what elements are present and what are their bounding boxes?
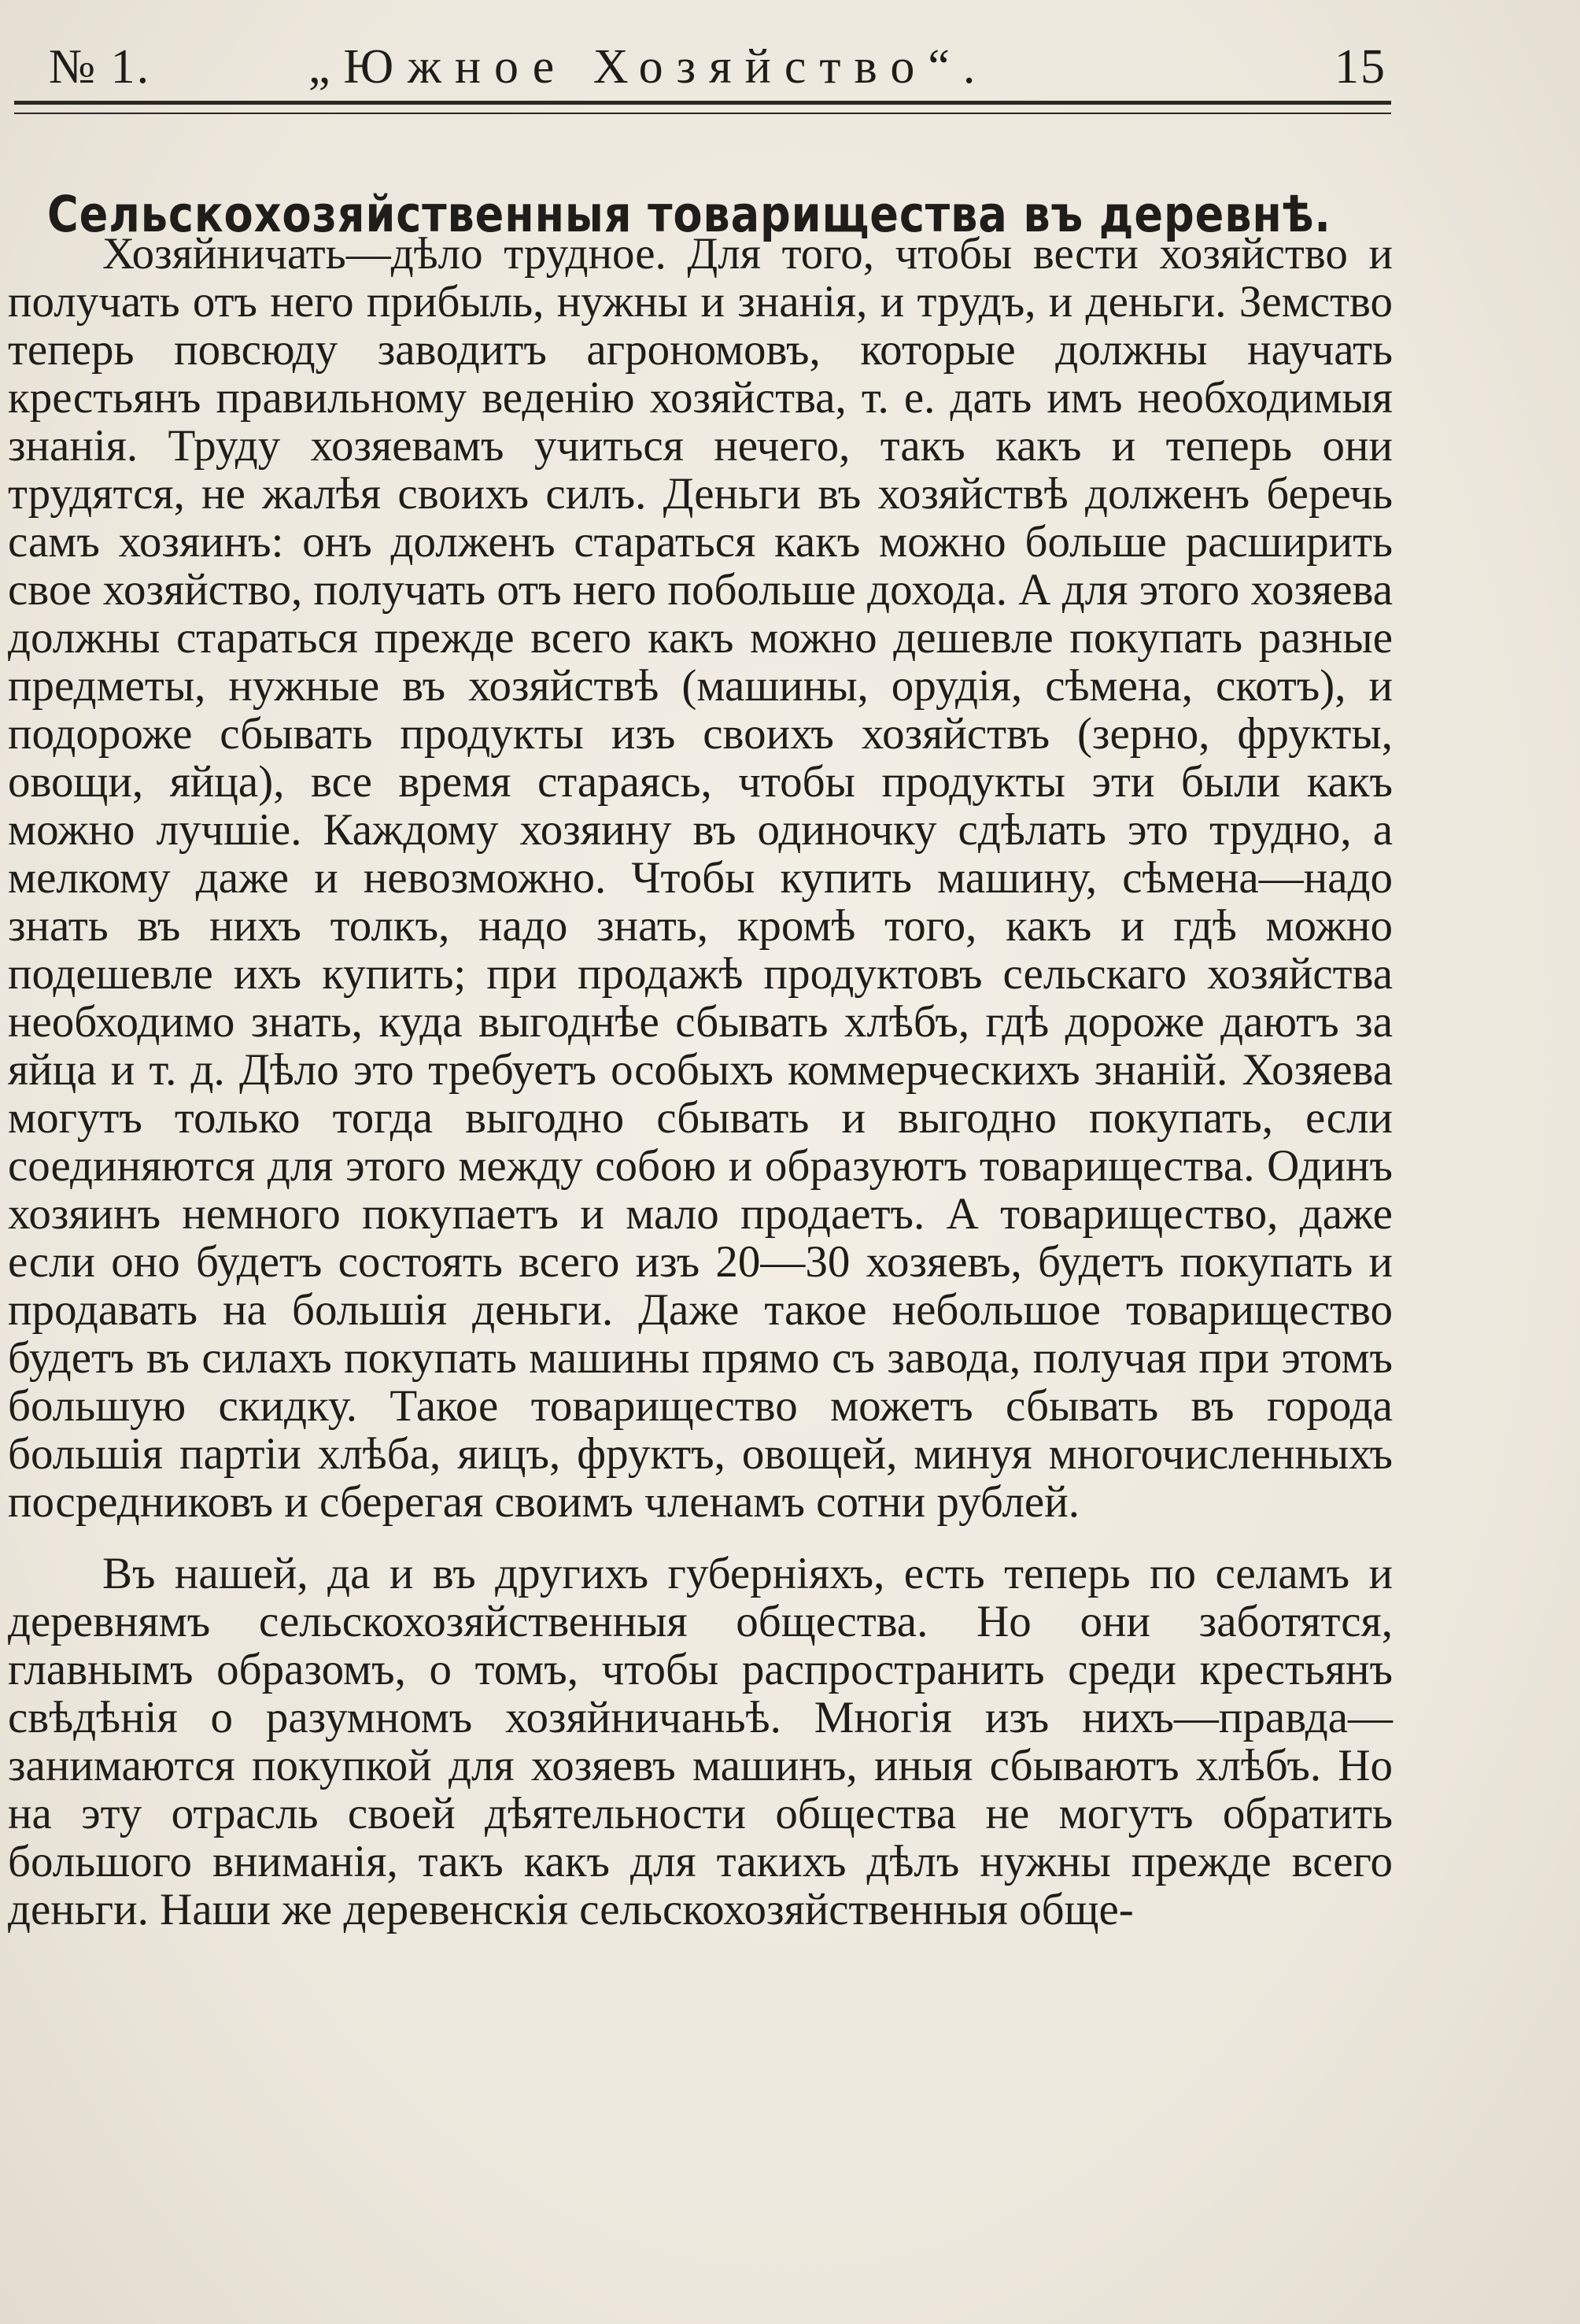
issue-number: № 1.: [49, 40, 151, 94]
paragraph-2: Въ нашей, да и въ другихъ губерніяхъ, есть теперь по селамъ и деревнямъ сельскохозяйственныя общества. Но они заботятся, главнымъ образомъ, о томъ, чтобы распространить среди крестьянъ свѣдѣнія о разумномъ хозяйничаньѣ. Многія изъ нихъ—правда—занимаются покупкой для хозяевъ машинъ, иныя сбываютъ хлѣбъ. Но на эту отрасль своей дѣятельности общества не могутъ обратить большого вниманія, такъ какъ для такихъ дѣлъ нужны прежде всего деньги. Наши же деревенскія сельскохозяйственныя обще-: [8, 1549, 1393, 1934]
article-body: [8, 230, 1393, 1934]
running-head: [49, 33, 1386, 101]
header-rule-thin: [14, 113, 1391, 114]
paragraph-1: Хозяйничать—дѣло трудное. Для того, чтобы вести хозяйство и получать отъ него прибыль, нужны и знанія, и трудъ, и деньги. Земство теперь повсюду заводитъ агрономовъ, которые должны научать крестьянъ правильному веденію хозяйства, т. е. дать имъ необходимыя знанія. Труду хозяевамъ учиться нечего, такъ какъ и теперь они трудятся, не жалѣя своихъ силъ. Деньги въ хозяйствѣ долженъ беречь самъ хозяинъ: онъ долженъ стараться какъ можно больше расширить свое хозяйство, получать отъ него побольше дохода. А для этого хозяева должны стараться прежде всего какъ можно дешевле покупать разные предметы, нужные въ хозяйствѣ (машины, орудія, сѣмена, скотъ), и подороже сбывать продукты изъ своихъ хозяйствъ (зерно, фрукты, овощи, яйца), все время стараясь, чтобы продукты эти были какъ можно лучшіе. Каждому хозяину въ одиночку сдѣлать это трудно, а мелкому даже и невозможно. Чтобы купить машину, сѣмена—надо знать въ нихъ толкъ, надо знать, кромѣ того, какъ и гдѣ можно подешевле ихъ купить; при продажѣ продуктовъ сельскаго хозяйства необходимо знать, куда выгоднѣе сбывать хлѣбъ, гдѣ дороже даютъ за яйца и т. д. Дѣло это требуетъ особыхъ коммерческихъ знаній. Хозяева могутъ только тогда выгодно сбывать и выгодно покупать, если соединяются для этого между собою и образуютъ товарищества. Одинъ хозяинъ немного покупаетъ и мало продаетъ. А товарищество, даже если оно будетъ состоять всего изъ 20—30 хозяевъ, будетъ покупать и продавать на большія деньги. Даже такое небольшое товарищество будетъ въ силахъ покупать машины прямо съ завода, получая при этомъ большую скидку. Такое товарищество можетъ сбывать въ города большія партіи хлѣба, яицъ, фруктъ, овощей, минуя многочисленныхъ посредниковъ и сберегая своимъ членамъ сотни рублей.: [8, 229, 1393, 1527]
page-number: 15: [1335, 40, 1386, 94]
header-rule-thick: [14, 101, 1391, 105]
journal-title: „Южное Хозяйство“.: [308, 40, 989, 94]
article-title: Сельскохозяйственныя товарищества въ деревнѣ.: [47, 186, 1331, 244]
